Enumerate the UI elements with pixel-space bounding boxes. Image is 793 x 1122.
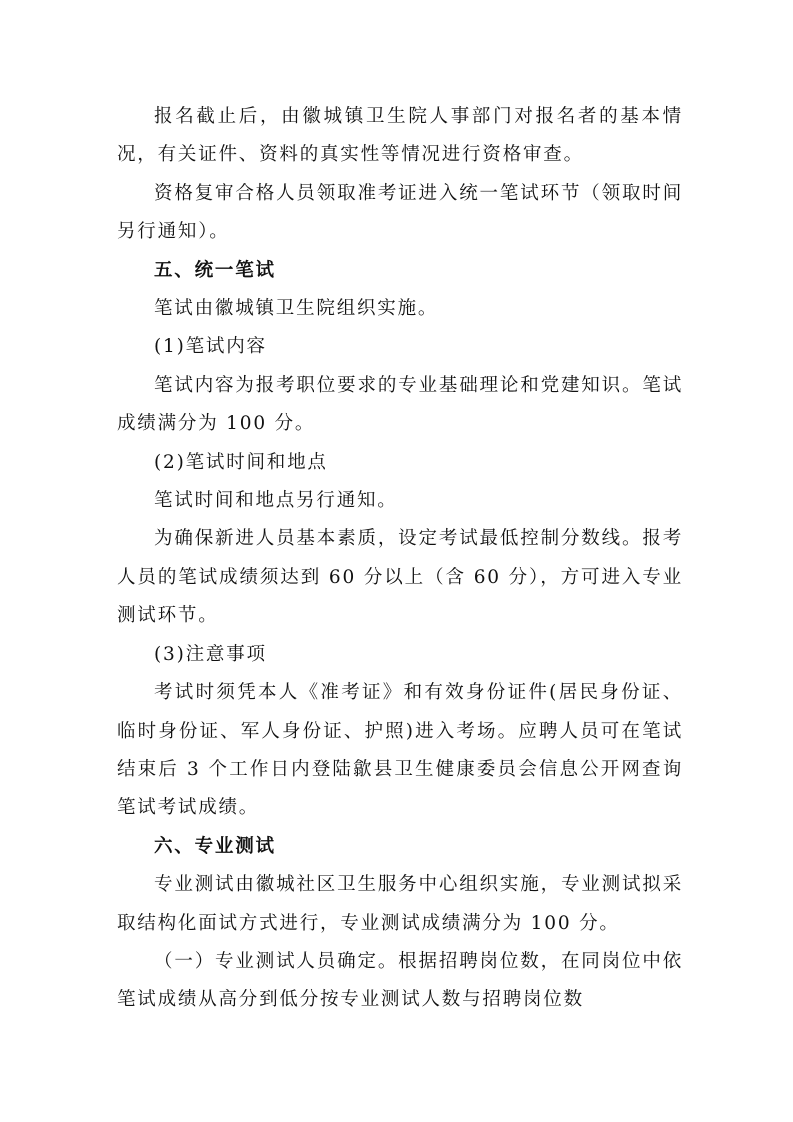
document-body (117, 98, 683, 1020)
paragraph-exam-content: 笔试内容为报考职位要求的专业基础理论和党建知识。笔试成绩满分为 100 分。 (117, 374, 683, 435)
paragraph-qualification-review: 报名截止后，由徽城镇卫生院人事部门对报名者的基本情况，有关证件、资料的真实性等情况进行资格审查。 (117, 106, 683, 166)
subheading-exam-time-place: (2)笔试时间和地点 (154, 451, 328, 473)
paragraph-professional-test: 专业测试由徽城社区卫生服务中心组织实施，专业测试拟采取结构化面试方式进行，专业测试成绩满分为 100 分。 (117, 874, 683, 934)
subheading-exam-content: (1)笔试内容 (154, 336, 267, 358)
section-heading-written-exam: 五、统一笔试 (154, 259, 276, 281)
paragraph-minimum-score: 为确保新进人员基本素质，设定考试最低控制分数线。报考人员的笔试成绩须达到 60 分以上（含 60 分），方可进入专业测试环节。 (117, 528, 683, 627)
paragraph-exam-organizer: 笔试由徽城镇卫生院组织实施。 (154, 298, 439, 320)
paragraph-exam-time-place: 笔试时间和地点另行通知。 (154, 490, 398, 512)
paragraph-notes: 考试时须凭本人《准考证》和有效身份证件(居民身份证、临时身份证、军人身份证、护照)进入考场。应聘人员可在笔试结束后 3 个工作日内登陆歙县卫生健康委员会信息公开网查询笔试考试成绩。 (117, 682, 683, 819)
paragraph-test-candidates: （一）专业测试人员确定。根据招聘岗位数，在同岗位中依笔试成绩从高分到低分按专业测试人数与招聘岗位数 (117, 950, 683, 1011)
section-heading-professional-test: 六、专业测试 (154, 835, 276, 857)
subheading-notes: (3)注意事项 (154, 643, 267, 665)
paragraph-admission-ticket: 资格复审合格人员领取准考证进入统一笔试环节（领取时间另行通知）。 (117, 182, 683, 243)
